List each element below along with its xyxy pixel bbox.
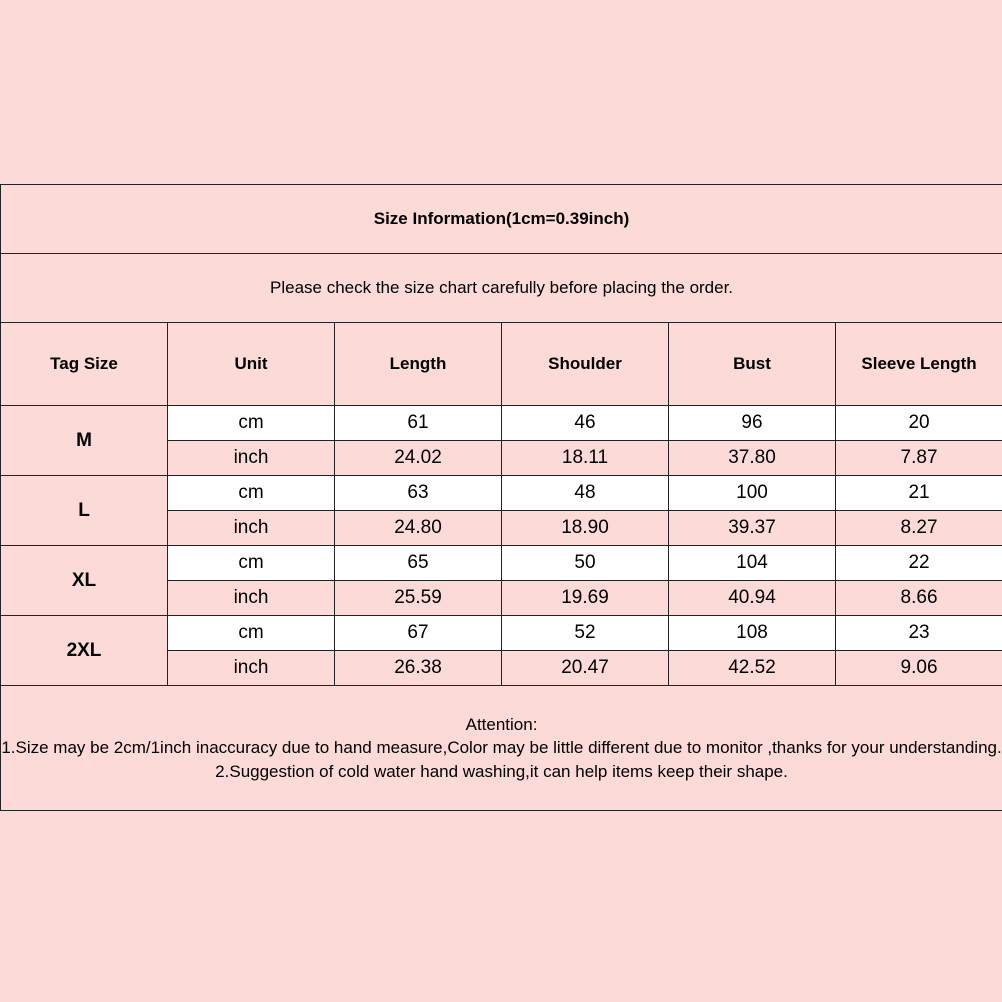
sleeve-length-cell: 9.06 — [836, 651, 1002, 686]
length-cell: 63 — [335, 476, 502, 511]
header-shoulder: Shoulder — [502, 323, 669, 406]
unit-cell: cm — [168, 406, 335, 441]
shoulder-cell: 18.11 — [502, 441, 669, 476]
bust-cell: 42.52 — [669, 651, 836, 686]
table-row — [1, 616, 1002, 651]
table-row — [1, 476, 1002, 511]
unit-cell: cm — [168, 476, 335, 511]
sleeve-length-cell: 7.87 — [836, 441, 1002, 476]
unit-cell: inch — [168, 651, 335, 686]
size-chart-notice: Please check the size chart carefully before placing the order. — [1, 254, 1002, 323]
attention-heading: Attention: — [465, 714, 538, 734]
shoulder-cell: 18.90 — [502, 511, 669, 546]
length-cell: 24.80 — [335, 511, 502, 546]
length-cell: 65 — [335, 546, 502, 581]
shoulder-cell: 52 — [502, 616, 669, 651]
table-row — [1, 406, 1002, 441]
tag-size-cell: M — [1, 406, 168, 476]
attention-line-2: 2.Suggestion of cold water hand washing,it can help items keep their shape. — [215, 761, 788, 781]
sleeve-length-cell: 8.27 — [836, 511, 1002, 546]
bust-cell: 96 — [669, 406, 836, 441]
bust-cell: 104 — [669, 546, 836, 581]
length-cell: 24.02 — [335, 441, 502, 476]
sleeve-length-cell: 20 — [836, 406, 1002, 441]
unit-cell: inch — [168, 441, 335, 476]
unit-cell: inch — [168, 511, 335, 546]
attention-line-1: 1.Size may be 2cm/1inch inaccuracy due to hand measure,Color may be little different due to monitor ,thanks for your understanding. — [1, 738, 1002, 758]
shoulder-cell: 48 — [502, 476, 669, 511]
size-chart-table — [0, 184, 1002, 811]
shoulder-cell: 46 — [502, 406, 669, 441]
chart-title: Size Information(1cm=0.39inch) — [1, 185, 1002, 254]
shoulder-cell: 50 — [502, 546, 669, 581]
tag-size-cell: 2XL — [1, 616, 168, 686]
unit-cell: cm — [168, 546, 335, 581]
header-tag-size: Tag Size — [1, 323, 168, 406]
unit-cell: cm — [168, 616, 335, 651]
shoulder-cell: 20.47 — [502, 651, 669, 686]
bust-cell: 40.94 — [669, 581, 836, 616]
bust-cell: 100 — [669, 476, 836, 511]
bust-cell: 37.80 — [669, 441, 836, 476]
header-bust: Bust — [669, 323, 836, 406]
shoulder-cell: 19.69 — [502, 581, 669, 616]
tag-size-cell: XL — [1, 546, 168, 616]
length-cell: 67 — [335, 616, 502, 651]
header-sleeve-length: Sleeve Length — [836, 323, 1002, 406]
sleeve-length-cell: 21 — [836, 476, 1002, 511]
sleeve-length-cell: 22 — [836, 546, 1002, 581]
attention-notes — [1, 686, 1002, 811]
header-row — [1, 323, 1002, 406]
length-cell: 61 — [335, 406, 502, 441]
length-cell: 26.38 — [335, 651, 502, 686]
header-length: Length — [335, 323, 502, 406]
unit-cell: inch — [168, 581, 335, 616]
length-cell: 25.59 — [335, 581, 502, 616]
sleeve-length-cell: 8.66 — [836, 581, 1002, 616]
sleeve-length-cell: 23 — [836, 616, 1002, 651]
tag-size-cell: L — [1, 476, 168, 546]
table-row — [1, 546, 1002, 581]
header-unit: Unit — [168, 323, 335, 406]
bust-cell: 108 — [669, 616, 836, 651]
bust-cell: 39.37 — [669, 511, 836, 546]
